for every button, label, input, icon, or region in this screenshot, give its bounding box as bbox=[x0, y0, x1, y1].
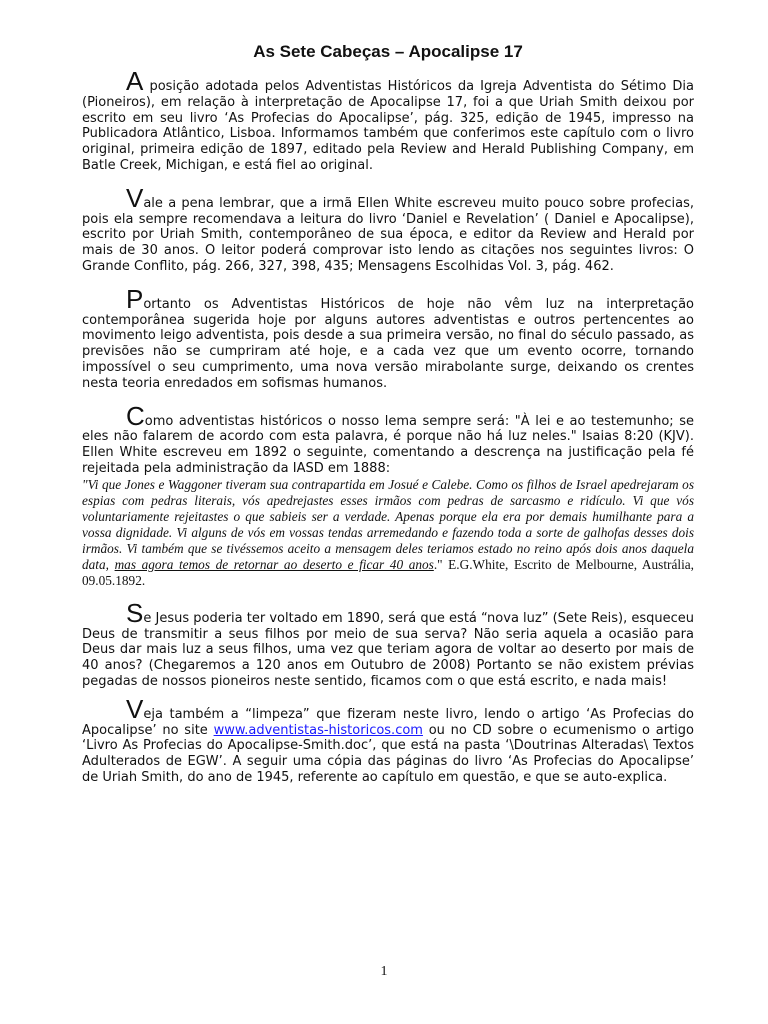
quote-text: "Vi que Jones e Waggoner tiveram sua contrapartida em Josué e Calebe. Como os filhos de Israel apedrejaram os espias com pedras literais, vós apedrejastes esses irmãos com pedras de sarcasmo e ridículo. Vi que vós voluntariamente rejeitastes o que sabieis ser a verdade. Apenas porque ela era por demais humilhante para a vossa dignidade. Vi alguns de vós em vossas tendas arremedando e fazendo toda a sorte de galhofas desses dois irmãos. Vi também que se tivéssemos aceito a mensagem deles teriamos estado no reino após dois anos daquela data, bbox=[82, 476, 694, 572]
paragraph-text: ortanto os Adventistas Históricos de hoje não vêm luz na interpretação contemporânea sugerida hoje por alguns autores adventistas e outros pertencentes ao movimento leigo adventista, pois desde a sua primeira versão, no final do século passado, as previsões não se cumpriram até hoje, e a cada vez que um evento ocorre, tornando impossível o seu cumprimento, uma nova versão mirabolante surge, deixando os crentes nesta teoria enredados em sofismas humanos. bbox=[82, 296, 694, 391]
page-number: 1 bbox=[380, 964, 388, 979]
paragraph-3 bbox=[82, 283, 694, 392]
document-page bbox=[82, 40, 694, 786]
drop-cap: V bbox=[126, 693, 144, 724]
drop-cap: C bbox=[126, 400, 145, 431]
paragraph-text: posição adotada pelos Adventistas Históricos da Igreja Adventista do Sétimo Dia (Pioneiros), em relação à interpretação de Apocalipse 17, foi a que Uriah Smith deixou por escrito em seu livro ‘As Profecias do Apocalipse’, pág. 325, edição de 1945, impresso na Publicadora Atlântico, Lisboa. Informamos também que conferimos este capítulo com o livro original, primeira edição de 1897, editado pela Review and Herald Publishing Company, em Batle Creek, Michigan, e está fiel ao original. bbox=[82, 79, 694, 173]
paragraph-text: e Jesus poderia ter voltado em 1890, será que está “nova luz” (Sete Reis), esqueceu Deus de transmitir a seus filhos por meio de sua serva? Não seria aquela a ocasião para Deus dar mais luz a seus filhos, uma vez que teriam agora de voltar ao deserto por mais de 40 anos? (Chegaremos a 120 anos em Outubro de 2008) Portanto se não existem prévias pegadas de nossos pioneiros neste sentido, ficamos com o que está escrito, e nada mais! bbox=[82, 610, 694, 689]
paragraph-text: ou no CD sobre o ecumenismo o artigo ‘Livro As Profecias do Apocalipse-Smith.doc’, que está na pasta ‘\Doutrinas Alteradas\ Textos Adulterados de EGW’. A seguir uma cópia das páginas do livro ‘As Profecias do Apocalipse’ de Uriah Smith, do ano de 1945, referente ao capítulo em questão, e que se auto-explica. bbox=[82, 722, 694, 785]
paragraph-6 bbox=[82, 693, 694, 786]
paragraph-text: eja também a “limpeza” que fizeram neste livro, lendo o artigo ‘As Profecias do Apocalipse’ no site bbox=[82, 706, 694, 738]
paragraph-1 bbox=[82, 66, 694, 174]
paragraph-text: omo adventistas históricos o nosso lema sempre será: "À lei e ao testemunho; se eles não falarem de acordo com esta palavra, é porque não há luz neles." Isaias 8:20 (KJV). Ellen White escreveu em 1892 o seguinte, comentando a descrença na justificação pela fé rejeitada pela administração da IASD em 1888: bbox=[82, 413, 694, 476]
drop-cap: S bbox=[126, 597, 144, 628]
drop-cap: A bbox=[126, 66, 144, 96]
quote-source: ." E.G.White, Escrito de Melbourne, Austrália, 09.05.1892. bbox=[82, 556, 694, 588]
paragraph-4 bbox=[82, 400, 694, 477]
egw-quote bbox=[82, 477, 694, 589]
page-title: As Sete Cabeças – Apocalipse 17 bbox=[253, 42, 523, 61]
drop-cap: V bbox=[126, 182, 144, 213]
paragraph-2 bbox=[82, 182, 694, 275]
paragraph-text: ale a pena lembrar, que a irmã Ellen White escreveu muito pouco sobre profecias, pois ela sempre recomendava a leitura do livro ‘Daniel e Revelation’ ( Daniel e Apocalipse), escrito por Uriah Smith, contemporâneo de sua época, e editor da Review and Herald por mais de 30 anos. O leitor poderá comprovar isto lendo as citações nos seguintes livros: O Grande Conflito, pág. 266, 327, 398, 435; Mensagens Escolhidas Vol. 3, pág. 462. bbox=[82, 195, 694, 274]
drop-cap: P bbox=[126, 283, 144, 314]
site-link[interactable]: www.adventistas-historicos.com bbox=[213, 722, 423, 738]
quote-underlined-text: mas agora temos de retornar ao deserto e ficar 40 anos bbox=[114, 556, 434, 572]
paragraph-5 bbox=[82, 597, 694, 690]
